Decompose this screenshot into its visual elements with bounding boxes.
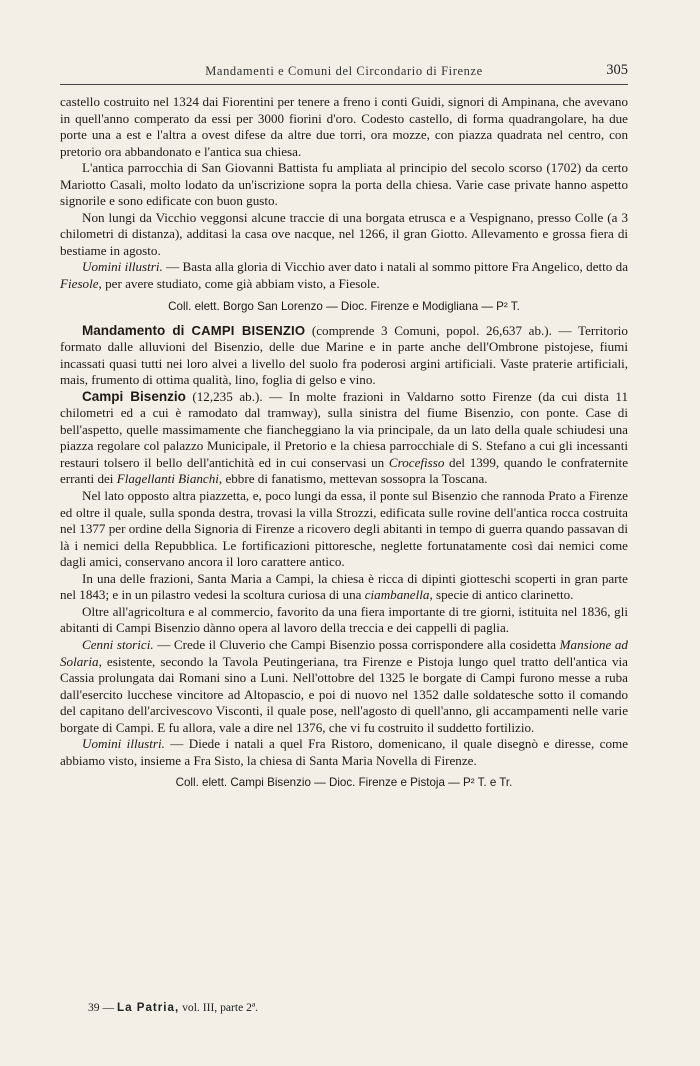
text-run: , esistente, secondo la Tavola Peutingeriana, tra Firenze e Pistoja lungo quel tratto dell'antica via Cassia prolungata dai Romani sino a Luni. Nell'ottobre del 1325 le borgate di Campi furono messe a ruba dall'esercito lucchese vincitore ad Altopascio, e poi di nuovo nel 1352 dalle soldatesche sotto il comando del capitano dell'arcivescovo Visconti, il quale pose, nell'agosto di quell'anno, gli accampamenti nelle varie borgate di Campi. E fu allora, vale a dire nel 1376, che vi fu costruito il suddetto fortilizio. <box>60 653 628 735</box>
italic-label: Uomini illustri. <box>82 259 163 275</box>
text-run: (12,235 ab.). — In molte frazioni in Valdarno sotto Firenze (da cui dista 11 chilometri ed a cui è ramodato dal tramway), sulla sinistra del fiume Bisenzio, con ponte. Case di bell'aspetto, quelle massimamente che fiancheggiano la via principale, da un lato della quale schiudesi una piazza regolare col palazzo Municipale, il Pretorio e la chiesa parrocchiale di S. Stefano a cui gli incessanti restauri tolsero il bello dell'antichità ed in cui conservasi un <box>60 388 628 470</box>
paragraph <box>60 637 628 736</box>
paragraph <box>60 736 628 769</box>
italic-label: Uomini illustri. <box>82 736 165 752</box>
page-header <box>60 62 628 85</box>
paragraph: Non lungi da Vicchio veggonsi alcune traccie di una borgata etrusca e a Vespignano, presso Colle (a 3 chilometri di distanza), additasi la casa ove nacque, nel 1266, il gran Giotto. Allevamento e grossa fiera di bestiame in agosto. <box>60 209 628 258</box>
text-run: (comprende 3 Comuni, popol. 26,637 ab.). — Territorio formato dalle alluvioni del Bisenzio, delle due Marine e in parte anche dell'Ombrone pistojese, fiumi incassati quasi tutti nei loro alvei a livello del suolo fra poderosi argini artificiali. Vaste praterie artificiali, mais, frumento di ottima qualità, lino, foglia di gelso e vino. <box>60 322 628 388</box>
text-run: , per avere studiato, come già abbiam visto, a Fiesole. <box>98 276 380 292</box>
electoral-note: Coll. elett. Campi Bisenzio — Dioc. Firenze e Pistoja — P² T. e Tr. <box>175 776 513 790</box>
section-heading-name: CAMPI BISENZIO <box>191 322 306 338</box>
entry-heading: Campi Bisenzio <box>82 388 186 404</box>
paragraph: L'antica parrocchia di San Giovanni Battista fu ampliata al principio del secolo scorso (1702) da certo Mariotto Casali, molto lodato da un'iscrizione sopra la porta della chiesa. Varie case private hanno aspetto signorile e sono edificate con buon gusto. <box>60 160 628 209</box>
paragraph: Nel lato opposto altra piazzetta, e, poco lungi da essa, il ponte sul Bisenzio che rannoda Prato a Firenze ed oltre il quale, sulla sponda destra, trovasi la villa Strozzi, edificata sulle rovine dell'antica rocca costruita nel 1377 per ordine della Signoria di Firenze a ricovero degli abitanti in tempo di guerra quando passavan di là i nemici della Repubblica. Le fortificazioni pittoresche, neglette fortunatamente così dai nemici come dagli amici, conservano ancora il loro carattere antico. <box>60 488 628 570</box>
publication-title: La Patria, <box>117 1001 180 1014</box>
italic-label: Cenni storici. <box>82 636 154 652</box>
paragraph <box>60 571 628 604</box>
paragraph <box>60 389 628 488</box>
italic-term: Flagellanti Bianchi <box>116 471 219 487</box>
paragraph: castello costruito nel 1324 dai Fiorentini per tenere a freno i conti Guidi, signori di Ampinana, che avevano in quell'anno comperato da essi per 3000 fiorini d'oro. Codesto castello, di forma quadrangolare, ha due porte una a est e l'altra a ovest difese da altre due torri, ora mozze, con piazza quadrata nel centro, con pretorio ora abbandonato e l'antica sua chiesa. <box>60 94 628 159</box>
italic-term: Fiesole <box>60 276 99 292</box>
italic-term: Crocefisso <box>388 454 445 470</box>
volume-info: vol. III, parte 2ª. <box>182 1001 259 1014</box>
section-heading: Mandamento di <box>82 322 192 338</box>
italic-term: Mansione ad Solaria <box>60 636 628 669</box>
italic-term: ciambanella <box>364 587 430 603</box>
text-run: — Basta alla gloria di Vicchio aver dato i natali al sommo pittore Fra Angelico, detto da <box>162 259 628 275</box>
body-text <box>60 94 628 799</box>
text-run: — Crede il Cluverio che Campi Bisenzio possa corrispondere alla cosidetta <box>153 636 560 652</box>
page-number: 305 <box>606 62 628 78</box>
running-title: Mandamenti e Comuni del Circondario di Firenze <box>205 64 483 78</box>
section-paragraph <box>60 323 628 389</box>
text-run: , specie di antico clarinetto. <box>429 587 574 603</box>
paragraph <box>60 259 628 292</box>
text-run: — Diede i natali a quel Fra Ristoro, domenicano, il quale disegnò e diresse, come abbiamo visto, insieme a Fra Sisto, la chiesa di Santa Maria Novella di Firenze. <box>60 736 629 768</box>
electoral-note: Coll. elett. Borgo San Lorenzo — Dioc. Firenze e Modigliana — P² T. <box>168 299 520 313</box>
text-run: del 1399, quando le confraternite erranti dei <box>60 454 629 487</box>
text-run: In una delle frazioni, Santa Maria a Campi, la chiesa è ricca di dipinti giotteschi scoperti in gran parte nel 1843; e in un pilastro vedesi la scoltura curiosa di una <box>60 570 628 603</box>
paragraph: Oltre all'agricoltura e al commercio, favorito da una fiera importante di tre giorni, istituita nel 1836, gli abitanti di Campi Bisenzio dànno opera al lavoro della treccia e dei cappelli di paglia. <box>60 603 628 636</box>
text-run: , ebbre di fanatismo, mettevan sossopra la Toscana. <box>218 471 488 487</box>
signature-footer <box>88 1001 258 1014</box>
signature-mark: 39 — <box>88 1001 115 1014</box>
